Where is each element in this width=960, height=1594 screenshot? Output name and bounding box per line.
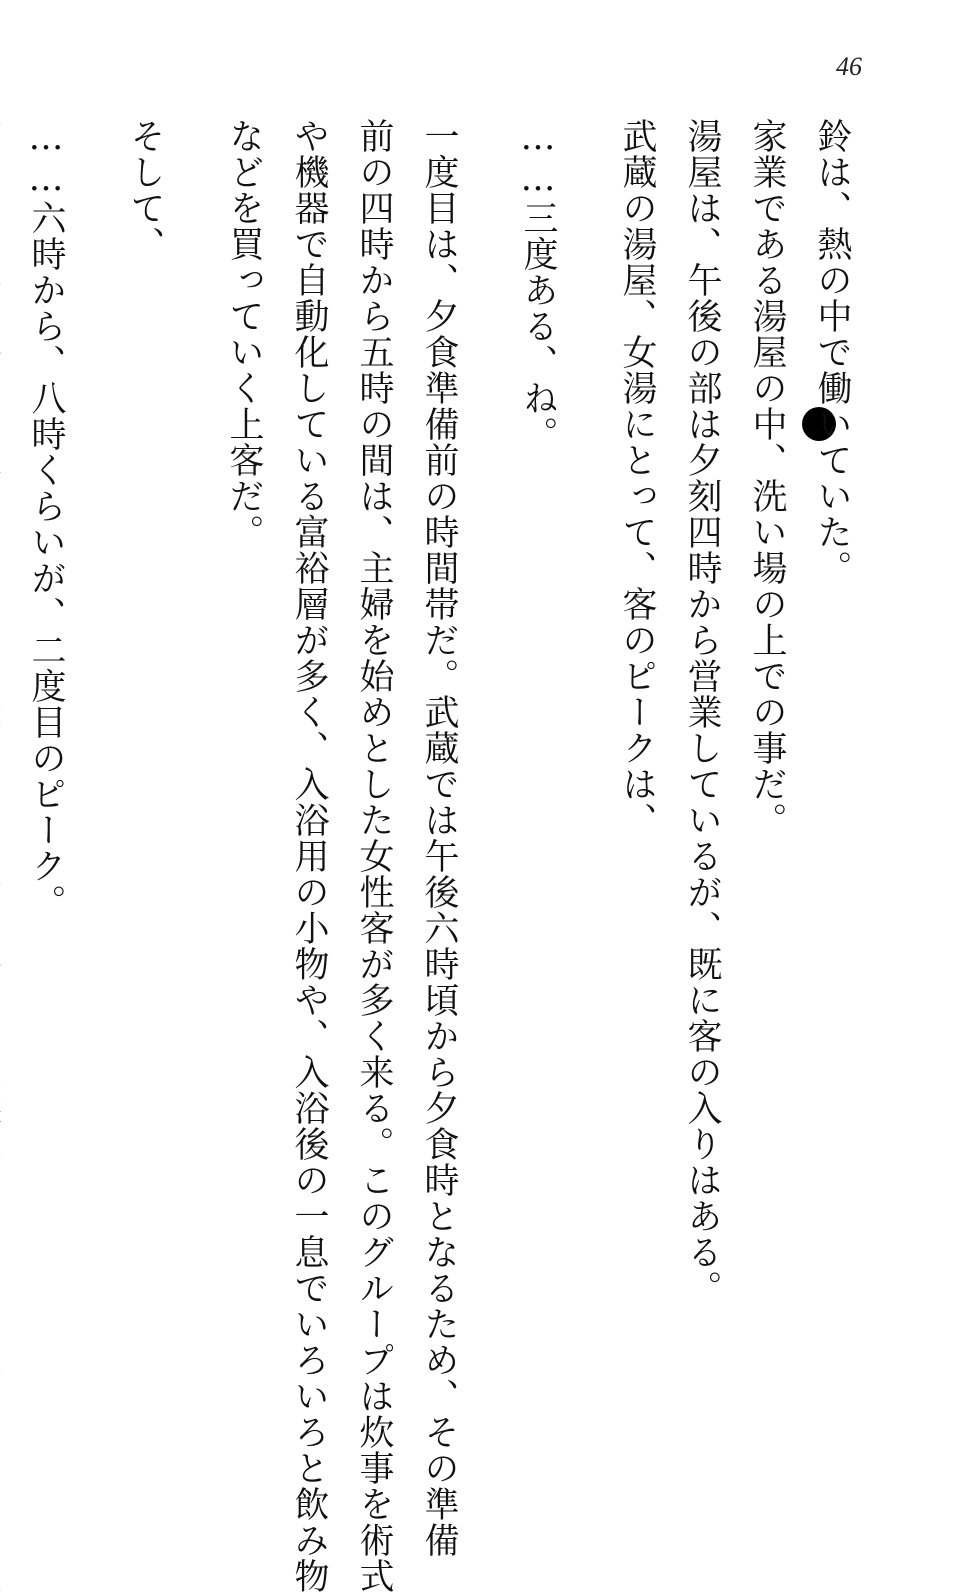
text-line: などを買っていく上客だ。 bbox=[224, 118, 264, 550]
text-line: 鈴は、熱の中で働いていた。 bbox=[812, 118, 852, 586]
text-line: ……三度ある、ね。 bbox=[518, 118, 558, 452]
page-number: 46 bbox=[836, 52, 862, 81]
blank-line bbox=[471, 118, 505, 1318]
text-line: や機器で自動化している富裕層が多く、入浴用の小物や、入浴後の一息でいろいろと飲み物 bbox=[289, 118, 329, 1594]
text-line: 前の四時から五時の間は、主婦を始めとした女性客が多く来る。このグループは炊事を術式 bbox=[354, 118, 394, 1594]
blank-line bbox=[177, 118, 211, 1318]
blank-line bbox=[78, 118, 112, 1318]
text-line bbox=[0, 118, 13, 1318]
body-text bbox=[0, 118, 864, 1594]
text-line: 家業である湯屋の中、洗い場の上での事だ。 bbox=[747, 118, 787, 838]
text-line: 湯屋は、午後の部は夕刻四時から営業しているが、既に客の入りはある。 bbox=[682, 118, 722, 1306]
text-line: そして、 bbox=[125, 118, 165, 262]
text-line: 武蔵の湯屋、女湯にとって、客のピークは、 bbox=[617, 118, 657, 838]
blank-line bbox=[570, 118, 604, 1318]
text-line: ……六時から、八時くらいが、二度目のピーク。 bbox=[26, 118, 66, 920]
text-line: 一度目は、夕食準備前の時間帯だ。武蔵では午後六時頃から夕食時となるため、その準備 bbox=[419, 118, 459, 1558]
